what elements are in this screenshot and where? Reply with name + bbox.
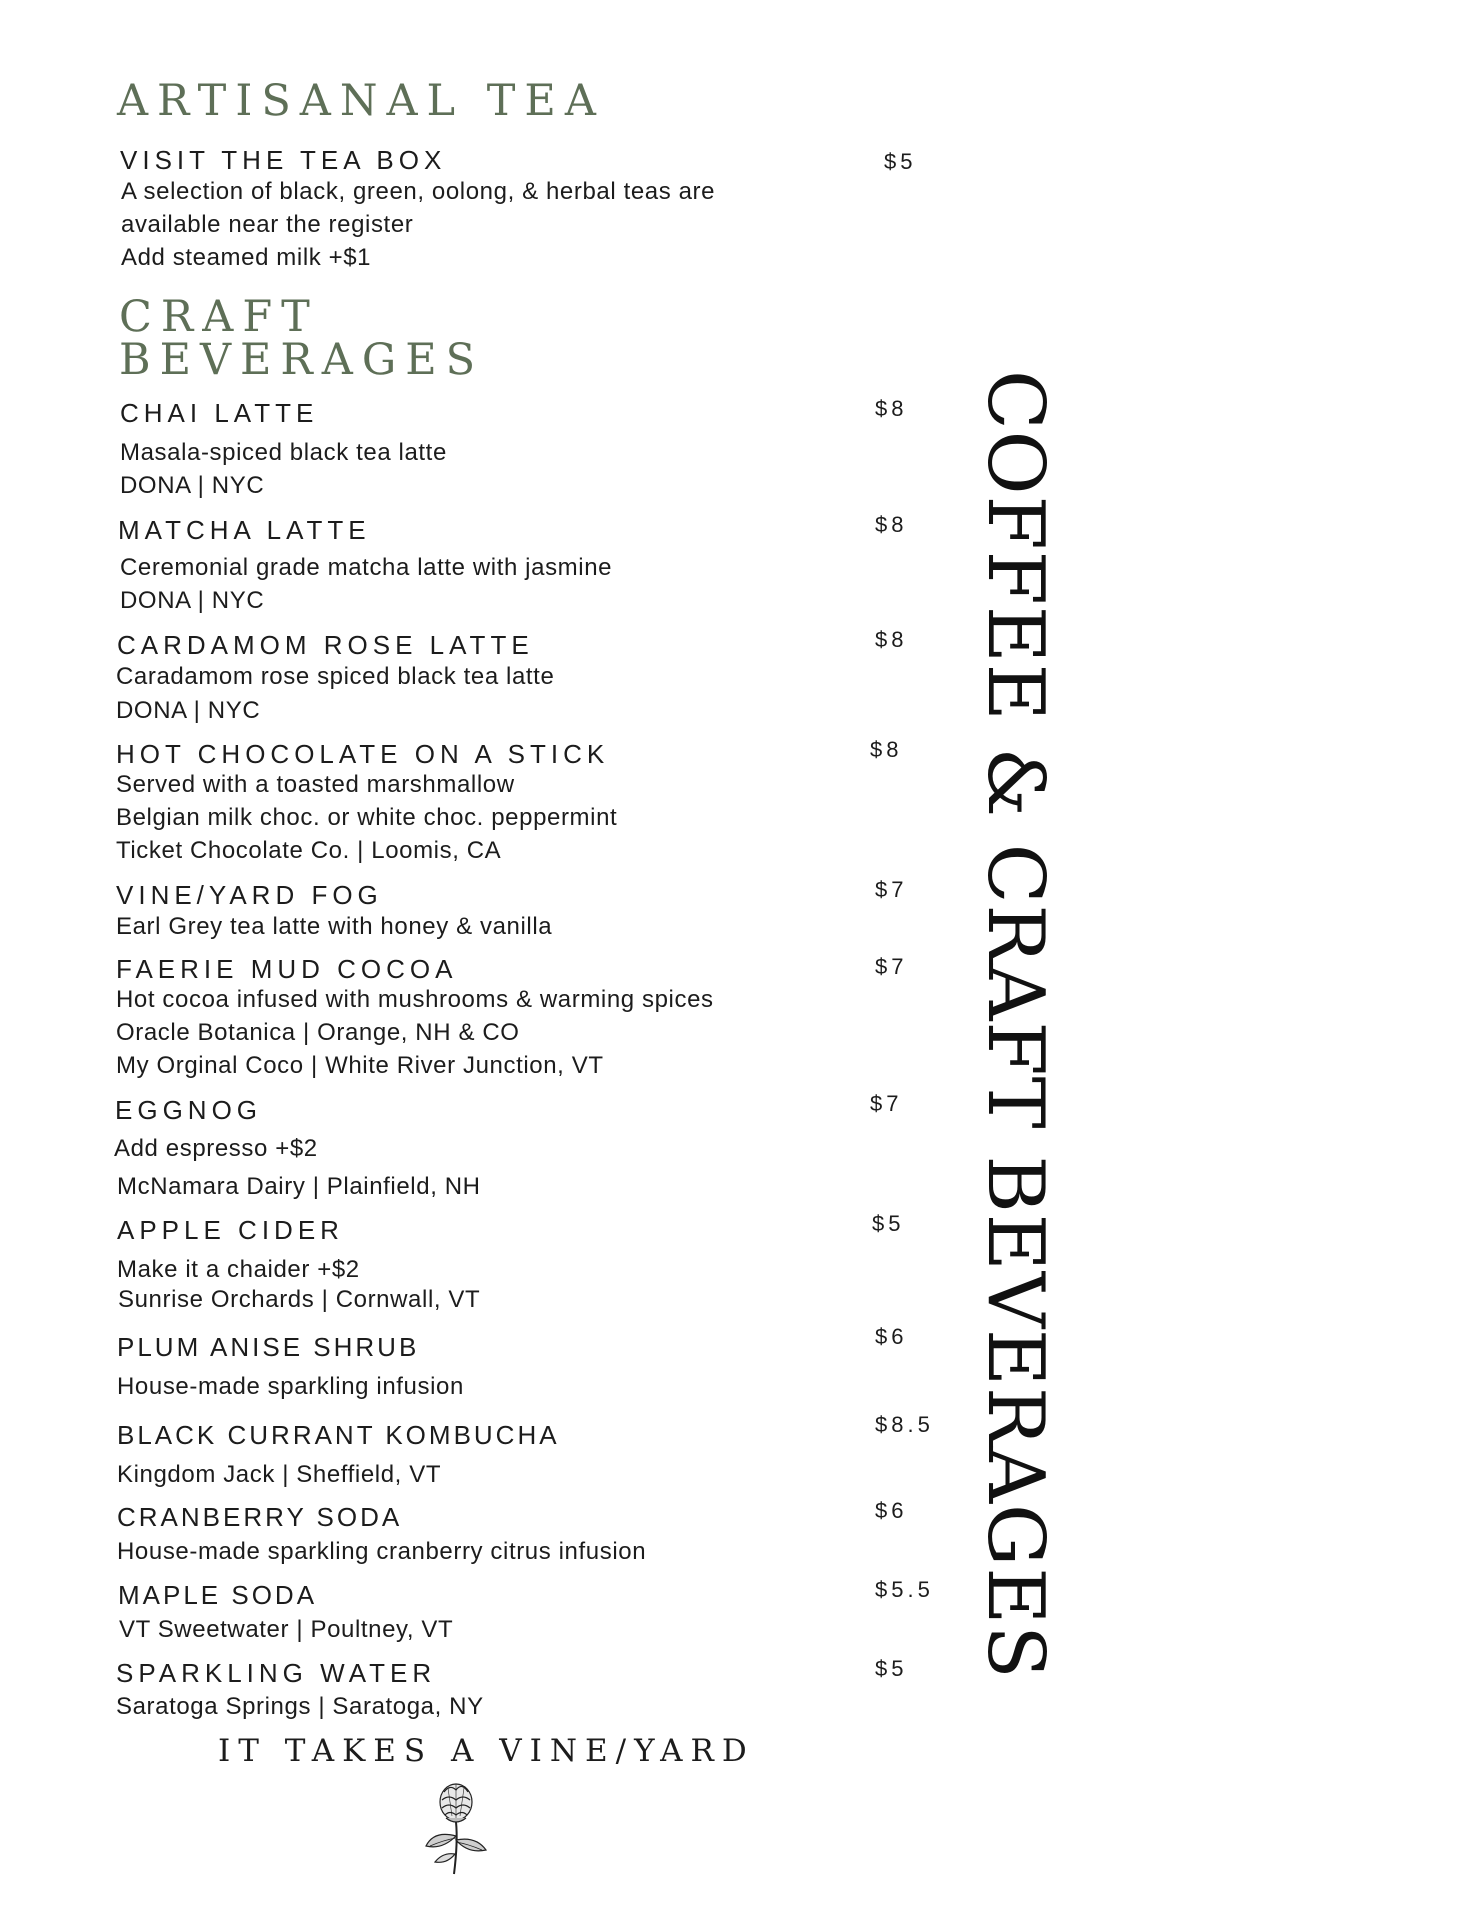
item-desc-line: Add steamed milk +$1 <box>121 244 372 271</box>
item-name-maple-soda: MAPLE SODA <box>118 1580 318 1610</box>
item-price-vineyard-fog: $7 <box>875 877 908 902</box>
item-desc-line: Ticket Chocolate Co. | Loomis, CA <box>116 837 502 864</box>
item-desc-line: DONA | NYC <box>120 587 265 614</box>
item-price-sparkling-water: $5 <box>875 1656 908 1681</box>
tagline: IT TAKES A VINE/YARD <box>218 1733 755 1769</box>
item-desc-line: VT Sweetwater | Poultney, VT <box>119 1616 454 1643</box>
item-price-matcha-latte: $8 <box>875 512 908 537</box>
item-desc-line: Served with a toasted marshmallow <box>116 771 515 798</box>
item-desc-line: Make it a chaider +$2 <box>117 1256 360 1283</box>
item-name-matcha-latte: MATCHA LATTE <box>118 515 371 545</box>
item-desc-line: Oracle Botanica | Orange, NH & CO <box>116 1019 520 1046</box>
item-price-maple-soda: $5.5 <box>875 1577 934 1602</box>
section-title-artisanal-tea: ARTISANAL TEA <box>117 76 605 126</box>
item-desc-line: House-made sparkling cranberry citrus infusion <box>117 1538 647 1565</box>
item-desc-line: House-made sparkling infusion <box>117 1373 464 1400</box>
item-price-tea-box: $5 <box>884 149 917 174</box>
item-desc-line: available near the register <box>121 211 414 238</box>
item-name-eggnog: EGGNOG <box>115 1095 263 1125</box>
item-desc-line: Masala-spiced black tea latte <box>120 439 447 466</box>
clover-flower-icon <box>412 1778 502 1880</box>
item-name-black-currant-kombucha: BLACK CURRANT KOMBUCHA <box>117 1420 560 1450</box>
item-desc-line: My Orginal Coco | White River Junction, VT <box>116 1052 604 1079</box>
item-name-plum-anise-shrub: PLUM ANISE SHRUB <box>117 1332 420 1362</box>
item-desc-line: DONA | NYC <box>116 697 261 724</box>
item-price-cranberry-soda: $6 <box>875 1498 908 1523</box>
item-desc-line: A selection of black, green, oolong, & herbal teas are <box>121 178 716 205</box>
item-desc-line: Sunrise Orchards | Cornwall, VT <box>118 1286 481 1313</box>
section-title-craft: CRAFT <box>119 292 319 342</box>
item-desc-line: Saratoga Springs | Saratoga, NY <box>116 1693 484 1720</box>
item-name-sparkling-water: SPARKLING WATER <box>116 1658 437 1688</box>
item-price-apple-cider: $5 <box>872 1211 905 1236</box>
item-desc-line: Caradamom rose spiced black tea latte <box>116 663 555 690</box>
item-price-faerie-mud-cocoa: $7 <box>875 954 908 979</box>
side-title-coffee-craft-beverages: COFFEE & CRAFT BEVERAGES <box>970 370 1060 1680</box>
item-name-chai-latte: CHAI LATTE <box>120 398 319 428</box>
item-name-cranberry-soda: CRANBERRY SODA <box>117 1502 403 1532</box>
item-price-chai-latte: $8 <box>875 396 908 421</box>
item-desc-line: Ceremonial grade matcha latte with jasmine <box>120 554 613 581</box>
item-name-cardamom-rose-latte: CARDAMOM ROSE LATTE <box>117 630 534 660</box>
item-name-tea-box: VISIT THE TEA BOX <box>120 145 447 175</box>
item-price-plum-anise-shrub: $6 <box>875 1324 908 1349</box>
item-desc-line: DONA | NYC <box>120 472 265 499</box>
item-name-vineyard-fog: VINE/YARD FOG <box>116 880 383 910</box>
item-desc-line: Kingdom Jack | Sheffield, VT <box>117 1461 442 1488</box>
item-desc-line: Belgian milk choc. or white choc. peppermint <box>116 804 618 831</box>
item-price-eggnog: $7 <box>870 1091 903 1116</box>
item-desc-line: Earl Grey tea latte with honey & vanilla <box>116 913 553 940</box>
item-desc-line: McNamara Dairy | Plainfield, NH <box>117 1173 481 1200</box>
item-desc-line: Add espresso +$2 <box>114 1135 318 1162</box>
item-name-hot-chocolate: HOT CHOCOLATE ON A STICK <box>116 739 610 769</box>
section-title-beverages: BEVERAGES <box>119 335 485 385</box>
item-desc-line: Hot cocoa infused with mushrooms & warming spices <box>116 986 714 1013</box>
item-price-cardamom-rose-latte: $8 <box>875 627 908 652</box>
item-name-apple-cider: APPLE CIDER <box>117 1215 344 1245</box>
item-name-faerie-mud-cocoa: FAERIE MUD COCOA <box>116 954 458 984</box>
item-price-black-currant-kombucha: $8.5 <box>875 1412 934 1437</box>
item-price-hot-chocolate: $8 <box>870 737 903 762</box>
